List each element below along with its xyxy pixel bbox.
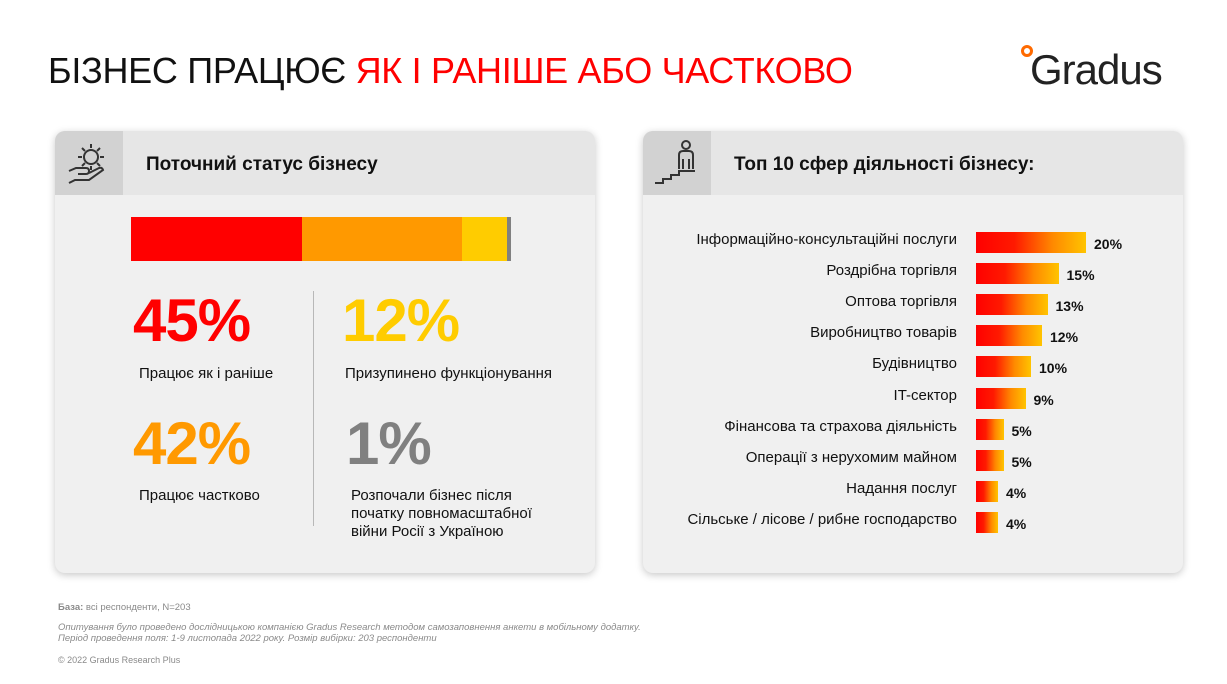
sector-value-label: 20% [1094,236,1123,252]
top-sectors-card [643,131,1183,573]
gear-hand-icon [55,131,123,195]
sector-value-label: 13% [1055,298,1084,315]
title-red-part: ЯК І РАНІШЕ АБО ЧАСТКОВО [355,50,853,91]
sector-value-label: 12% [1050,329,1079,346]
sector-label: Виробництво товарів [810,324,957,342]
sector-value-label: 4% [1006,484,1027,501]
sector-label: Роздрібна торгівля [826,262,957,280]
segment-as-before [131,217,302,261]
copyright: © 2022 Gradus Research Plus [58,655,181,665]
sector-label: Фінансова та страхова діяльність [724,417,957,435]
segment-new-business [507,217,511,261]
method-note-1 [58,622,641,633]
sector-value-label: 10% [1039,360,1068,377]
card-icon-box [55,131,123,195]
title-black-part: БІЗНЕС ПРАЦЮЄ [48,50,346,91]
base-text: всі респонденти, N=203 [85,602,191,613]
card-title: Поточний статус бізнесу [146,154,378,175]
sector-label: IT-сектор [893,386,957,404]
sector-bar [976,512,998,533]
segment-partially [302,217,462,261]
method-note-2 [58,633,437,644]
sector-bar [976,232,1086,253]
sector-label: Оптова торгівля [845,293,957,311]
sector-bar [976,294,1048,315]
card-header [55,131,595,195]
sector-value-label: 15% [1066,267,1095,284]
segment-suspended [462,217,508,261]
method-line-1: Опитування було проведено дослідницькою компанією Gradus Research методом самозаповнення анкети в мобільному додатку. [58,622,641,633]
sector-bar [976,356,1031,377]
method-line-2: Період проведення поля: 1-9 листопада 2022 року. Розмір вибірки: 203 респонденти [58,633,437,644]
gradus-logo [1018,40,1188,96]
sector-label: Будівництво [872,355,957,373]
stat-value-suspended: 12% [342,287,460,354]
stat-label-partially: Працює частково [139,487,260,504]
sector-bar [976,263,1059,284]
sector-bar [976,419,1004,440]
label-line: Розпочали бізнес після [351,487,512,504]
status-stacked-bar [131,217,511,261]
sector-value-label: 4% [1006,515,1027,532]
sector-label: Надання послуг [846,479,957,497]
card-header [643,131,1183,195]
stats-divider [313,291,314,526]
stat-label-new-business [351,487,532,541]
stat-label-as-before: Працює як і раніше [139,365,274,382]
sector-bar [976,481,998,502]
stat-value-as-before: 45% [133,287,251,354]
sector-value-label: 9% [1033,391,1054,408]
sector-value-label: 5% [1011,422,1032,439]
base-note [58,602,191,613]
sector-bar [976,388,1026,409]
label-line: війни Росії з Україною [351,523,504,540]
sector-label: Операції з нерухомим майном [745,448,957,466]
business-status-card [55,131,595,573]
label-line: початку повномасштабної [351,505,532,522]
stat-value-new-business: 1% [346,410,431,477]
base-label: База: [58,602,84,613]
sector-label: Сільське / лісове / рибне господарство [687,510,957,528]
sector-bar [976,325,1042,346]
card-title: Топ 10 сфер діяльності бізнесу: [734,154,1035,175]
sector-label: Інформаційно-консультаційні послуги [696,231,957,248]
person-stairs-icon [643,131,711,195]
card-icon-box [643,131,711,195]
page-title [48,50,853,92]
logo-text: Gradus [1030,46,1162,93]
sector-bar [976,450,1004,471]
stat-value-partially: 42% [133,410,251,477]
sector-value-label: 5% [1011,453,1032,470]
stat-label-suspended: Призупинено функціонування [345,365,553,382]
